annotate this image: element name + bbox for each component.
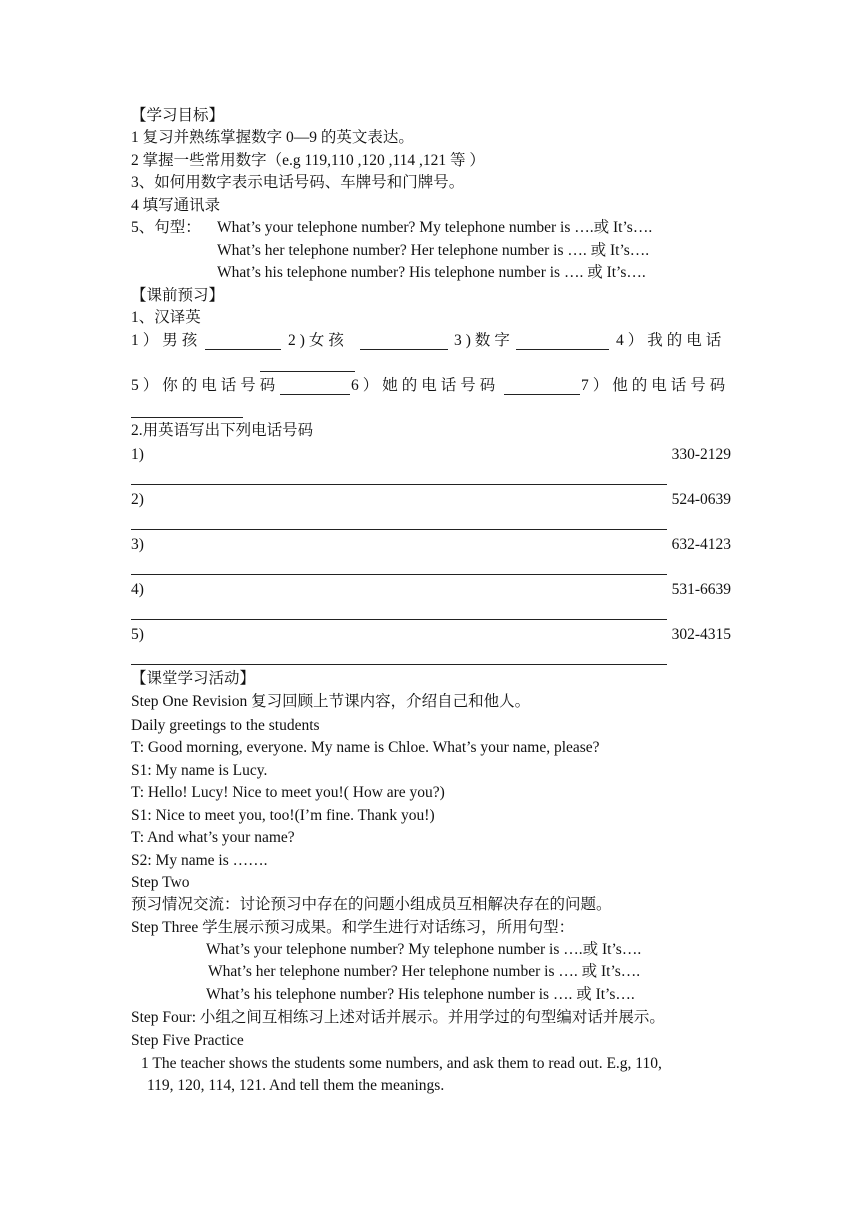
pattern-line: What’s your telephone number? My telephone number is ….或 It’s…. <box>206 941 642 958</box>
dialogue-line: T: And what’s your name? <box>131 829 295 846</box>
phone-row-number: 5) <box>131 626 144 643</box>
phone-row <box>131 446 731 466</box>
translate-item: 7）他的电话号码 <box>581 377 730 394</box>
phone-value: 524-0639 <box>671 491 731 508</box>
practice-line: 1 The teacher shows the students some numbers, and ask them to read out. E.g, 110, <box>141 1055 662 1072</box>
step-one-line: Step One Revision 复习回顾上节课内容，介绍自己和他人。 <box>131 693 531 710</box>
phone-row <box>131 581 731 601</box>
answer-blank[interactable] <box>516 334 609 350</box>
preview-heading: 【课前预习】 <box>131 287 225 304</box>
objectives-heading: 【学习目标】 <box>131 107 225 124</box>
dialogue-line: T: Hello! Lucy! Nice to meet you!( How are you?) <box>131 784 445 801</box>
objective-item: 1 复习并熟练掌握数字 0—9 的英文表达。 <box>131 129 414 146</box>
translate-item: 3)数字 <box>454 332 514 349</box>
answer-blank[interactable] <box>280 379 350 395</box>
phone-row <box>131 536 731 556</box>
phone-row-number: 2) <box>131 491 144 508</box>
objective-item: 4 填写通讯录 <box>131 197 221 214</box>
step-two-line: Step Two <box>131 874 190 891</box>
answer-blank[interactable] <box>260 356 355 372</box>
phone-subheading: 2.用英语写出下列电话号码 <box>131 422 314 439</box>
dialogue-line: Daily greetings to the students <box>131 717 320 734</box>
step-two-desc: 预习情况交流：讨论预习中存在的问题小组成员互相解决存在的问题。 <box>131 896 612 913</box>
pattern-line: What’s his telephone number? His telephone number is …. 或 It’s…. <box>206 986 635 1003</box>
phone-row-number: 3) <box>131 536 144 553</box>
patterns-label: 5、句型： <box>131 219 201 236</box>
dialogue-line: S1: Nice to meet you, too!(I’m fine. Thank you!) <box>131 807 435 824</box>
answer-blank[interactable] <box>504 379 580 395</box>
translate-item: 1）男孩 <box>131 332 202 349</box>
translate-subheading: 1、汉译英 <box>131 309 201 326</box>
phone-value: 302-4315 <box>671 626 731 643</box>
objective-item: 2 掌握一些常用数字（e.g 119,110 ,120 ,114 ,121 等 ） <box>131 152 485 169</box>
dialogue-line: T: Good morning, everyone. My name is Chloe. What’s your name, please? <box>131 739 600 756</box>
classroom-heading: 【课堂学习活动】 <box>131 670 256 687</box>
translate-item: 4）我的电话 <box>616 332 726 349</box>
translate-item: 6）她的电话号码 <box>351 377 500 394</box>
answer-blank[interactable] <box>360 334 448 350</box>
phone-row-number: 4) <box>131 581 144 598</box>
answer-line[interactable] <box>131 664 667 665</box>
pattern-line: What’s his telephone number? His telephone number is …. 或 It’s…. <box>217 264 646 281</box>
answer-line[interactable] <box>131 619 667 620</box>
objective-item: 3、如何用数字表示电话号码、车牌号和门牌号。 <box>131 174 465 191</box>
pattern-line: What’s her telephone number? Her telephone number is …. 或 It’s…. <box>217 242 650 259</box>
pattern-line: What’s your telephone number? My telephone number is ….或 It’s…. <box>217 219 653 236</box>
practice-line: 119, 120, 114, 121. And tell them the meanings. <box>147 1077 445 1094</box>
step-three-line: Step Three 学生展示预习成果。和学生进行对话练习，所用句型： <box>131 919 575 936</box>
translate-item: 2)女孩 <box>288 332 348 349</box>
answer-line[interactable] <box>131 484 667 485</box>
step-four-line: Step Four: 小组之间互相练习上述对话并展示。并用学过的句型编对话并展示。 <box>131 1009 665 1026</box>
translate-item: 5）你的电话号码 <box>131 377 280 394</box>
answer-line[interactable] <box>131 529 667 530</box>
answer-line[interactable] <box>131 574 667 575</box>
pattern-line: What’s her telephone number? Her telephone number is …. 或 It’s…. <box>208 963 641 980</box>
answer-blank[interactable] <box>205 334 281 350</box>
phone-row-number: 1) <box>131 446 144 463</box>
phone-value: 531-6639 <box>671 581 731 598</box>
phone-value: 632-4123 <box>671 536 731 553</box>
dialogue-line: S2: My name is ……. <box>131 852 268 869</box>
step-five-line: Step Five Practice <box>131 1032 244 1049</box>
dialogue-line: S1: My name is Lucy. <box>131 762 268 779</box>
phone-row <box>131 626 731 646</box>
answer-blank[interactable] <box>131 402 243 418</box>
phone-value: 330-2129 <box>671 446 731 463</box>
phone-row <box>131 491 731 511</box>
